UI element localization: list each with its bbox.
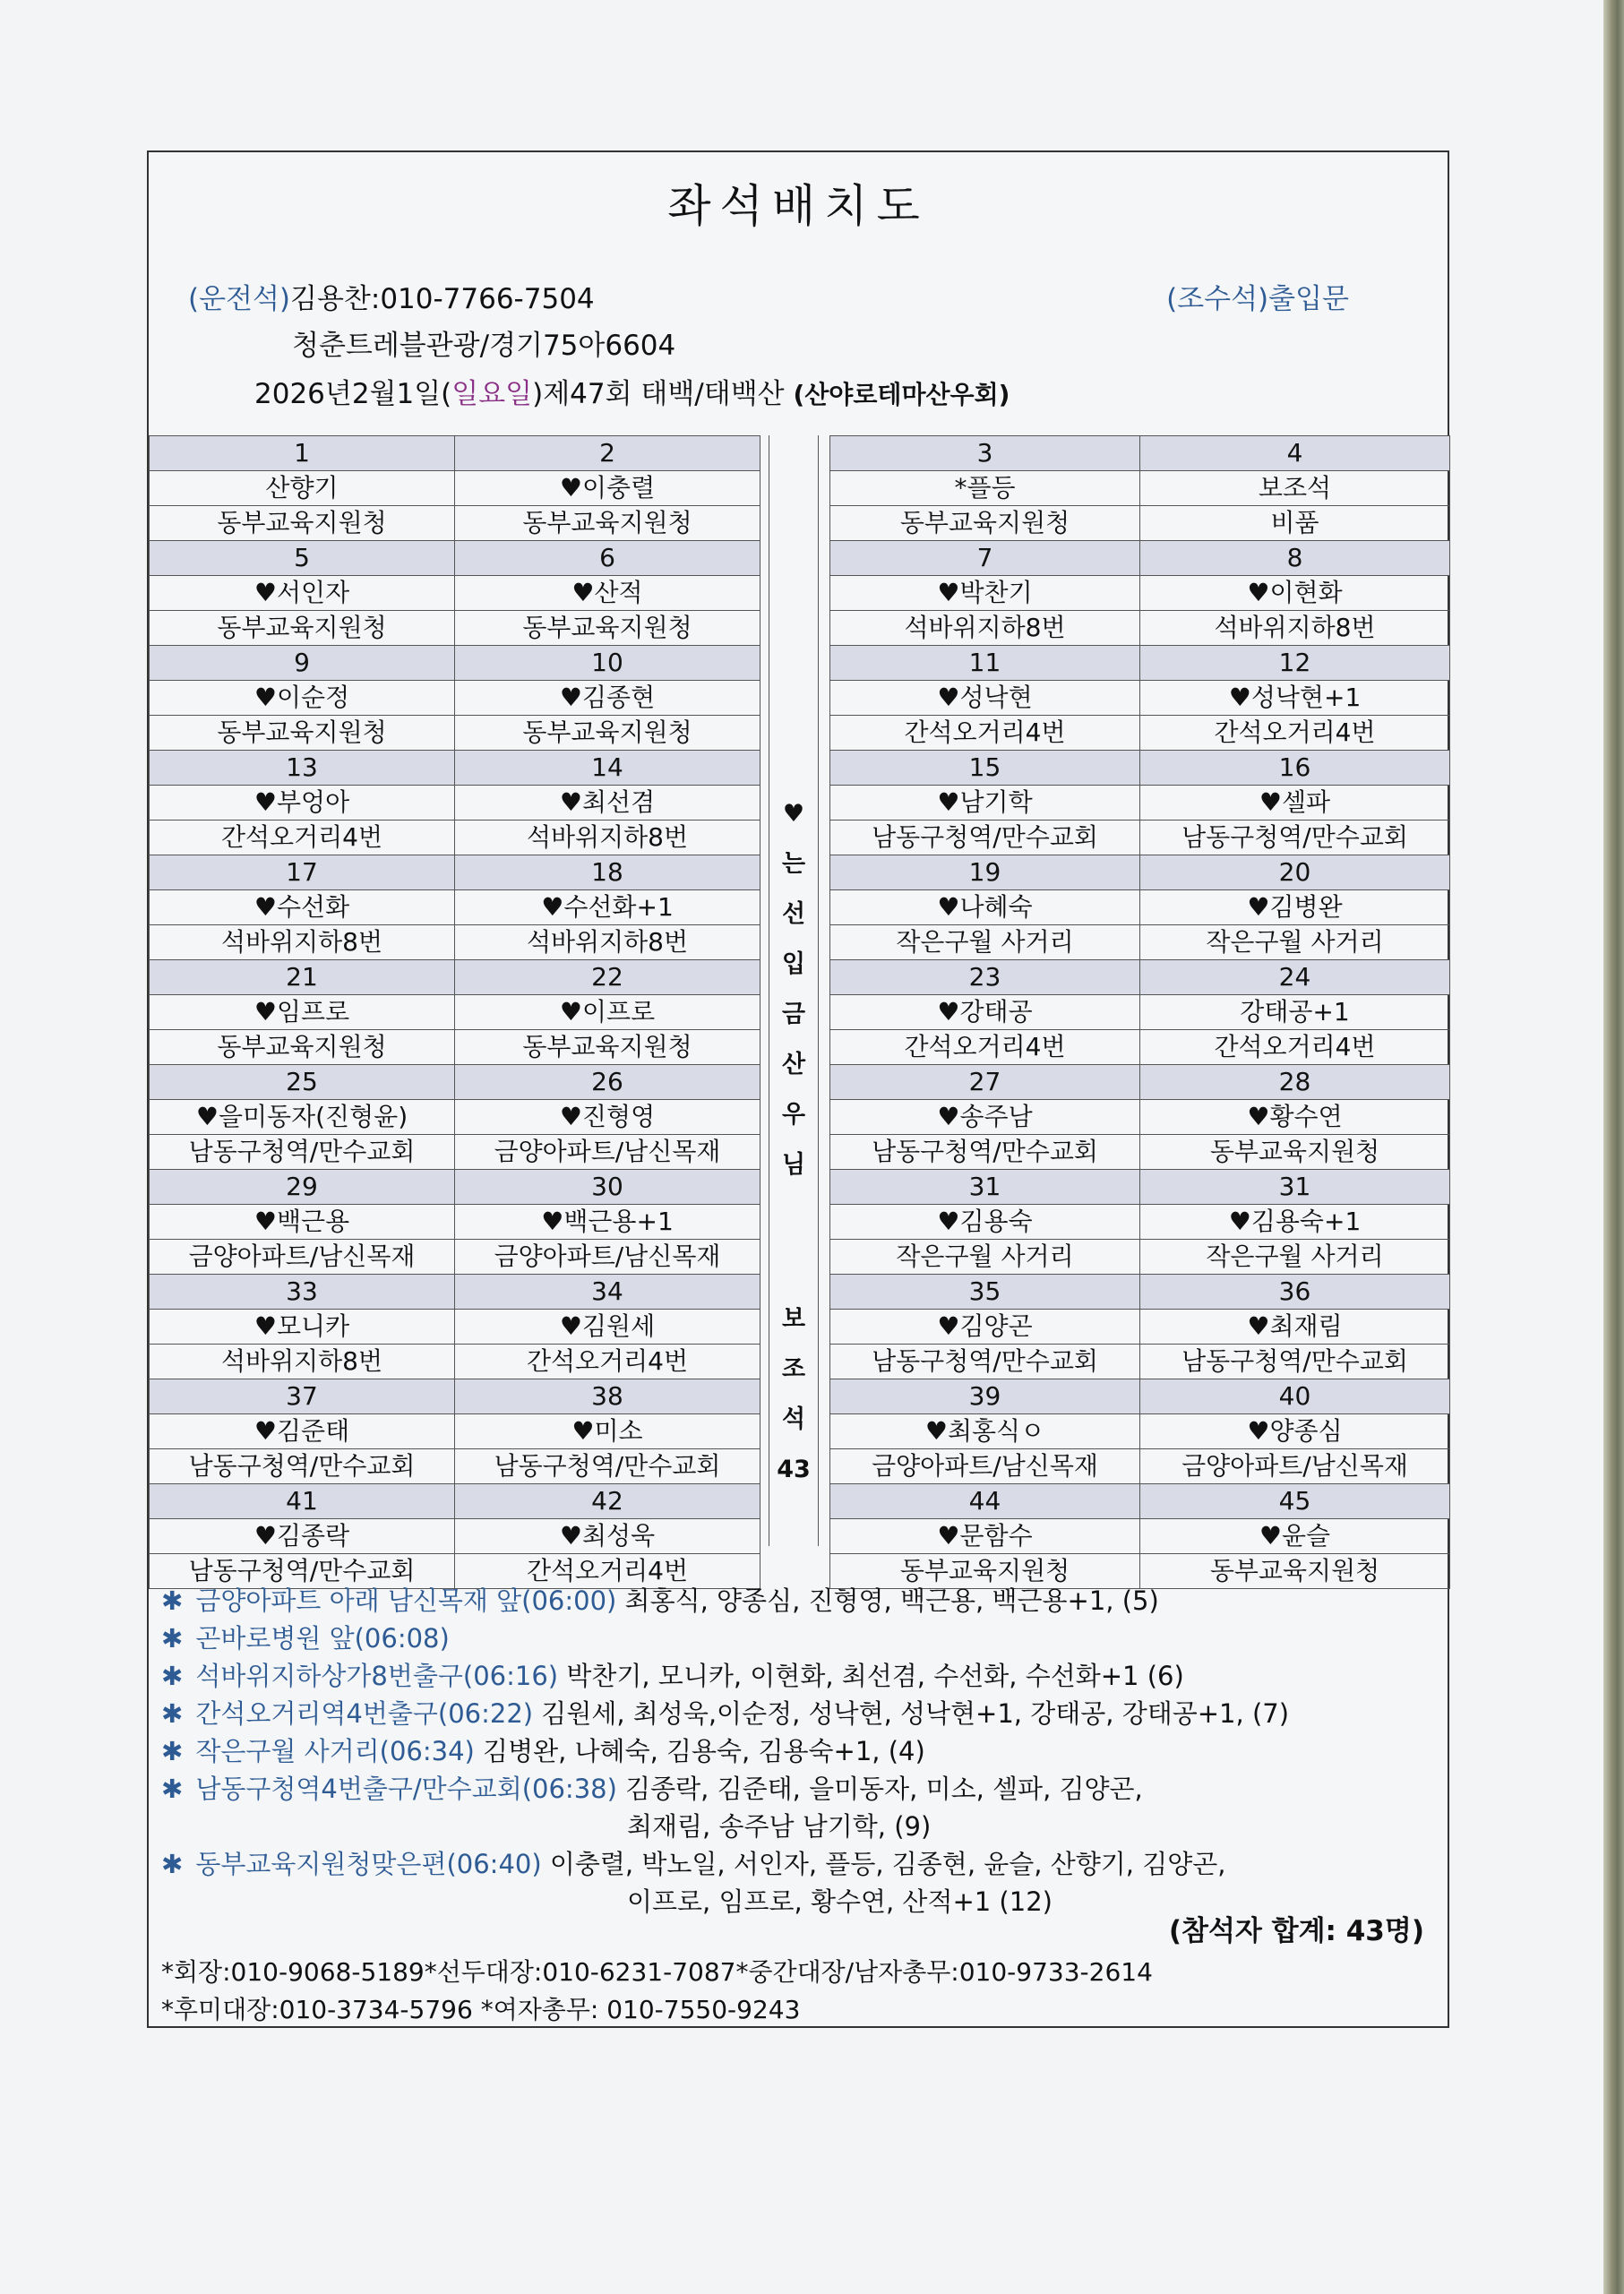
- aisle-char: 43: [777, 1456, 811, 1483]
- seat-pickup: 작은구월 사거리: [830, 925, 1140, 960]
- pickup-people: 최홍식, 양종심, 진형영, 백근용, 백근용+1, (5): [616, 1585, 1159, 1616]
- seat-pickup: 금양아파트/남신목재: [1140, 1449, 1450, 1484]
- seat-pickup: 남동구청역/만수교회: [455, 1449, 760, 1484]
- seat-row-nums: [830, 855, 1450, 890]
- seat-name: ♥성낙현+1: [1140, 681, 1450, 716]
- seat-name: ♥최재림: [1140, 1310, 1450, 1345]
- seat-name: ♥김용숙: [830, 1205, 1140, 1240]
- seat-name: ♥문함수: [830, 1519, 1140, 1554]
- seat-number: 36: [1140, 1275, 1450, 1310]
- seat-number: 42: [455, 1484, 760, 1519]
- attendee-total: (참석자 합계: 43명): [1168, 1915, 1424, 1947]
- seat-pickup: 석바위지하8번: [455, 925, 760, 960]
- seat-number: 16: [1140, 751, 1450, 786]
- aisle-char: 는: [781, 850, 806, 878]
- seat-row-nums: [150, 1065, 760, 1100]
- seat-pickup: 동부교육지원청: [455, 1030, 760, 1065]
- seat-pickup: 비품: [1140, 506, 1450, 541]
- seat-row-nums: [830, 1065, 1450, 1100]
- seat-pickup: 석바위지하8번: [455, 821, 760, 855]
- seat-number: 11: [830, 646, 1140, 681]
- seat-row-places: [830, 1135, 1450, 1170]
- seat-pickup: 간석오거리4번: [455, 1554, 760, 1589]
- aisle-char: 금: [781, 1001, 806, 1028]
- left-seat-table: [149, 435, 760, 1589]
- seat-number: 41: [150, 1484, 455, 1519]
- seat-name: ♥김병완: [1140, 890, 1450, 925]
- pickup-item: [161, 1845, 1433, 1883]
- seat-number: 20: [1140, 855, 1450, 890]
- page-title: 좌석배치도: [667, 180, 929, 232]
- seat-row-nums: [830, 646, 1450, 681]
- seat-name: ♥서인자: [150, 576, 455, 611]
- seat-row-nums: [830, 1379, 1450, 1414]
- door-line: [1166, 276, 1349, 316]
- seat-pickup: 동부교육지원청: [1140, 1554, 1450, 1589]
- seat-pickup: 간석오거리4번: [1140, 716, 1450, 751]
- pickup-item: [161, 1695, 1433, 1732]
- trip-day: 일요일: [451, 378, 533, 410]
- seat-pickup: 남동구청역/만수교회: [830, 1135, 1140, 1170]
- seat-number: 26: [455, 1065, 760, 1100]
- seat-pickup: 작은구월 사거리: [830, 1240, 1140, 1275]
- seat-name: ♥나혜숙: [830, 890, 1140, 925]
- aisle-char: 님: [781, 1151, 806, 1179]
- seat-row-names: [150, 786, 760, 821]
- pickup-item: [161, 1657, 1433, 1695]
- seat-row-places: [830, 1240, 1450, 1275]
- seat-pickup: 동부교육지원청: [455, 506, 760, 541]
- seat-row-names: [150, 1100, 760, 1135]
- driver-label: (운전석): [188, 283, 291, 315]
- seat-number: 1: [150, 436, 455, 471]
- seat-row-names: [150, 890, 760, 925]
- seat-pickup: 동부교육지원청: [455, 611, 760, 646]
- aisle: [769, 435, 819, 1546]
- club-name: (산야로테마산우회): [793, 380, 1010, 409]
- seat-name: ♥김용숙+1: [1140, 1205, 1450, 1240]
- seat-row-places: [830, 716, 1450, 751]
- seat-number: 13: [150, 751, 455, 786]
- seat-pickup: 남동구청역/만수교회: [830, 821, 1140, 855]
- aisle-char: 우: [781, 1101, 806, 1129]
- seat-name: ♥박찬기: [830, 576, 1140, 611]
- seat-pickup: 동부교육지원청: [150, 611, 455, 646]
- seat-number: 18: [455, 855, 760, 890]
- seat-row-places: [150, 716, 760, 751]
- seat-name: ♥양종심: [1140, 1414, 1450, 1449]
- seat-pickup: 석바위지하8번: [830, 611, 1140, 646]
- seat-name: ♥을미동자(진형윤): [150, 1100, 455, 1135]
- seat-name: ♥김종현: [455, 681, 760, 716]
- aisle-char: 조: [781, 1355, 806, 1383]
- seat-pickup: 동부교육지원청: [150, 716, 455, 751]
- seat-name: ♥셀파: [1140, 786, 1450, 821]
- seat-name: ♥이현화: [1140, 576, 1450, 611]
- seat-row-places: [150, 1345, 760, 1379]
- seat-number: 35: [830, 1275, 1140, 1310]
- seat-name: ♥성낙현: [830, 681, 1140, 716]
- pickup-place: 석바위지하상가8번출구(06:16): [195, 1661, 559, 1691]
- seat-pickup: 간석오거리4번: [830, 1030, 1140, 1065]
- pickup-item: [161, 1620, 1433, 1657]
- seat-number: 21: [150, 960, 455, 995]
- contacts-line-1: *회장:010-9068-5189*선두대장:010-6231-7087*중간대장/남자총무:010-9733-2614: [161, 1957, 1153, 1987]
- seat-row-names: [150, 1310, 760, 1345]
- contacts-line-2: *후미대장:010-3734-5796 *여자총무: 010-7550-9243: [161, 1995, 801, 2024]
- seat-row-nums: [150, 541, 760, 576]
- seat-row-nums: [150, 646, 760, 681]
- seat-pickup: 석바위지하8번: [150, 925, 455, 960]
- seat-number: 40: [1140, 1379, 1450, 1414]
- seat-name: ♥수선화: [150, 890, 455, 925]
- seat-row-nums: [150, 1170, 760, 1205]
- trip-line: [254, 371, 1010, 411]
- seat-name: ♥최선겸: [455, 786, 760, 821]
- seat-row-names: [150, 995, 760, 1030]
- seat-row-places: [150, 1135, 760, 1170]
- background-edge: [1603, 0, 1624, 2294]
- seat-number: 31: [830, 1170, 1140, 1205]
- seat-pickup: 남동구청역/만수교회: [150, 1554, 455, 1589]
- star-icon: ✱: [161, 1585, 184, 1616]
- seat-pickup: 남동구청역/만수교회: [150, 1449, 455, 1484]
- seat-number: 4: [1140, 436, 1450, 471]
- seat-row-places: [830, 611, 1450, 646]
- seat-pickup: 작은구월 사거리: [1140, 925, 1450, 960]
- seat-row-nums: [830, 541, 1450, 576]
- pickup-people: 김종락, 김준태, 을미동자, 미소, 셀파, 김양곤,: [616, 1774, 1143, 1804]
- seat-number: 25: [150, 1065, 455, 1100]
- seat-row-names: [830, 995, 1450, 1030]
- pickup-place: 간석오거리역4번출구(06:22): [195, 1698, 534, 1729]
- seat-pickup: 금양아파트/남신목재: [455, 1240, 760, 1275]
- star-icon: ✱: [161, 1774, 184, 1804]
- star-icon: ✱: [161, 1849, 184, 1879]
- seat-number: 5: [150, 541, 455, 576]
- seat-number: 45: [1140, 1484, 1450, 1519]
- seat-name: ♥김준태: [150, 1414, 455, 1449]
- seat-number: 2: [455, 436, 760, 471]
- star-icon: ✱: [161, 1623, 184, 1654]
- seat-name: ♥이프로: [455, 995, 760, 1030]
- seat-pickup: 동부교육지원청: [150, 506, 455, 541]
- seat-number: 22: [455, 960, 760, 995]
- seat-name: ♥송주남: [830, 1100, 1140, 1135]
- seat-number: 29: [150, 1170, 455, 1205]
- seat-name: ♥강태공: [830, 995, 1140, 1030]
- seat-row-nums: [150, 1379, 760, 1414]
- seat-pickup: 간석오거리4번: [455, 1345, 760, 1379]
- seat-name: ♥황수연: [1140, 1100, 1450, 1135]
- bus-info: 청춘트레블관광/경기75아6604: [292, 330, 676, 362]
- seat-number: 9: [150, 646, 455, 681]
- pickup-item: [161, 1582, 1433, 1620]
- assistant-label: (조수석): [1166, 283, 1269, 315]
- seat-name: ♥수선화+1: [455, 890, 760, 925]
- pickup-place: 곤바로병원 앞(06:08): [195, 1623, 450, 1654]
- seat-name: ♥최성욱: [455, 1519, 760, 1554]
- seat-row-places: [150, 611, 760, 646]
- seat-number: 12: [1140, 646, 1450, 681]
- seat-row-names: [830, 786, 1450, 821]
- seat-pickup: 남동구청역/만수교회: [1140, 1345, 1450, 1379]
- seat-row-nums: [150, 751, 760, 786]
- seat-row-names: [830, 1310, 1450, 1345]
- seat-name: 산향기: [150, 471, 455, 506]
- seat-number: 33: [150, 1275, 455, 1310]
- seat-number: 10: [455, 646, 760, 681]
- seat-number: 14: [455, 751, 760, 786]
- pickup-people: 이충렬, 박노일, 서인자, 플등, 김종현, 윤슬, 산향기, 김양곤,: [541, 1849, 1226, 1879]
- seat-number: 19: [830, 855, 1140, 890]
- pickup-list: [161, 1582, 1433, 1920]
- seat-row-nums: [830, 1484, 1450, 1519]
- seat-number: 30: [455, 1170, 760, 1205]
- seat-row-places: [150, 506, 760, 541]
- seat-row-nums: [830, 1275, 1450, 1310]
- driver-line: [188, 276, 595, 316]
- seat-pickup: 간석오거리4번: [150, 821, 455, 855]
- right-seat-table: [829, 435, 1450, 1589]
- seat-row-nums: [150, 960, 760, 995]
- seat-name: *플등: [830, 471, 1140, 506]
- seat-name: ♥이순정: [150, 681, 455, 716]
- pickup-item: [161, 1770, 1433, 1808]
- seat-row-names: [150, 1519, 760, 1554]
- seat-pickup: 동부교육지원청: [830, 506, 1140, 541]
- pickup-place: 동부교육지원청맞은편(06:40): [195, 1849, 542, 1879]
- seat-number: 38: [455, 1379, 760, 1414]
- pickup-people: 박찬기, 모니카, 이현화, 최선겸, 수선화, 수선화+1 (6): [558, 1661, 1184, 1691]
- seat-name: ♥백근용: [150, 1205, 455, 1240]
- seat-number: 44: [830, 1484, 1140, 1519]
- seat-row-names: [150, 681, 760, 716]
- seat-pickup: 동부교육지원청: [455, 716, 760, 751]
- seat-number: 17: [150, 855, 455, 890]
- seat-row-names: [830, 681, 1450, 716]
- seat-number: 23: [830, 960, 1140, 995]
- seat-pickup: 동부교육지원청: [830, 1554, 1140, 1589]
- seat-pickup: 동부교육지원청: [150, 1030, 455, 1065]
- driver-info: 김용찬:010-7766-7504: [290, 283, 595, 315]
- seat-row-places: [830, 925, 1450, 960]
- seat-row-nums: [830, 1170, 1450, 1205]
- seat-row-names: [150, 471, 760, 506]
- seat-row-nums: [150, 1275, 760, 1310]
- seat-row-names: [830, 1100, 1450, 1135]
- seat-pickup: 남동구청역/만수교회: [830, 1345, 1140, 1379]
- seat-row-places: [830, 1449, 1450, 1484]
- seat-row-names: [830, 1414, 1450, 1449]
- seating-chart-frame: [147, 150, 1449, 2028]
- door-label: 출입문: [1268, 283, 1349, 315]
- seat-row-nums: [150, 436, 760, 471]
- seat-row-places: [830, 506, 1450, 541]
- seat-name: ♥이충렬: [455, 471, 760, 506]
- seat-row-places: [150, 1030, 760, 1065]
- seat-number: 37: [150, 1379, 455, 1414]
- seat-number: 7: [830, 541, 1140, 576]
- seat-row-names: [830, 890, 1450, 925]
- seat-name: ♥부엉아: [150, 786, 455, 821]
- seat-row-names: [830, 576, 1450, 611]
- seat-row-places: [150, 1240, 760, 1275]
- trip-date-suffix: )제47회 태백/태백산: [532, 378, 785, 410]
- pickup-place: 작은구월 사거리(06:34): [195, 1736, 475, 1766]
- seat-number: 39: [830, 1379, 1140, 1414]
- pickup-place: 남동구청역4번출구/만수교회(06:38): [195, 1774, 617, 1804]
- seat-name: ♥미소: [455, 1414, 760, 1449]
- seat-row-places: [830, 1345, 1450, 1379]
- seat-number: 34: [455, 1275, 760, 1310]
- aisle-char: 보: [781, 1305, 806, 1333]
- seat-number: 15: [830, 751, 1140, 786]
- seat-number: 8: [1140, 541, 1450, 576]
- seat-name: ♥임프로: [150, 995, 455, 1030]
- seat-name: ♥최홍식ㅇ: [830, 1414, 1140, 1449]
- star-icon: ✱: [161, 1698, 184, 1729]
- seat-name: ♥김종락: [150, 1519, 455, 1554]
- seat-name: 강태공+1: [1140, 995, 1450, 1030]
- seat-row-places: [830, 1030, 1450, 1065]
- pickup-people-cont: 이프로, 임프로, 황수연, 산적+1 (12): [627, 1886, 1053, 1917]
- seat-number: 31: [1140, 1170, 1450, 1205]
- seat-pickup: 남동구청역/만수교회: [150, 1135, 455, 1170]
- seat-row-names: [150, 1205, 760, 1240]
- seat-name: ♥백근용+1: [455, 1205, 760, 1240]
- seat-row-nums: [830, 960, 1450, 995]
- seat-row-nums: [150, 855, 760, 890]
- seat-pickup: 석바위지하8번: [150, 1345, 455, 1379]
- seat-row-nums: [150, 1484, 760, 1519]
- star-icon: ✱: [161, 1736, 184, 1766]
- pickup-place: 금양아파트 아래 남신목재 앞(06:00): [195, 1585, 617, 1616]
- seat-row-names: [830, 1519, 1450, 1554]
- star-icon: ✱: [161, 1661, 184, 1691]
- seat-pickup: 석바위지하8번: [1140, 611, 1450, 646]
- seat-pickup: 금양아파트/남신목재: [830, 1449, 1140, 1484]
- trip-date-prefix: 2026년2월1일(: [254, 378, 452, 410]
- seat-name: ♥윤슬: [1140, 1519, 1450, 1554]
- seat-name: ♥산적: [455, 576, 760, 611]
- seat-number: 24: [1140, 960, 1450, 995]
- seat-row-nums: [830, 751, 1450, 786]
- seat-name: ♥김양곤: [830, 1310, 1140, 1345]
- pickup-people-cont: 최재림, 송주남 남기학, (9): [627, 1811, 932, 1842]
- seat-row-names: [150, 1414, 760, 1449]
- aisle-char: 산: [781, 1051, 806, 1078]
- aisle-char: 입: [781, 950, 806, 978]
- seat-pickup: 동부교육지원청: [1140, 1135, 1450, 1170]
- seat-name: ♥모니카: [150, 1310, 455, 1345]
- seat-row-names: [830, 1205, 1450, 1240]
- seat-name: ♥진형영: [455, 1100, 760, 1135]
- seat-row-places: [150, 925, 760, 960]
- seat-number: 27: [830, 1065, 1140, 1100]
- pickup-people: 김병완, 나혜숙, 김용숙, 김용숙+1, (4): [474, 1736, 925, 1766]
- seat-pickup: 금양아파트/남신목재: [150, 1240, 455, 1275]
- seat-pickup: 작은구월 사거리: [1140, 1240, 1450, 1275]
- seat-name: ♥김원세: [455, 1310, 760, 1345]
- seat-row-names: [830, 471, 1450, 506]
- seat-pickup: 남동구청역/만수교회: [1140, 821, 1450, 855]
- seat-row-places: [150, 1449, 760, 1484]
- seat-row-nums: [830, 436, 1450, 471]
- seat-number: 6: [455, 541, 760, 576]
- seat-number: 28: [1140, 1065, 1450, 1100]
- seat-pickup: 간석오거리4번: [830, 716, 1140, 751]
- seat-row-places: [830, 821, 1450, 855]
- seat-number: 3: [830, 436, 1140, 471]
- pickup-people: 김원세, 최성욱,이순정, 성낙현, 성낙현+1, 강태공, 강태공+1, (7): [533, 1698, 1290, 1729]
- seat-pickup: 간석오거리4번: [1140, 1030, 1450, 1065]
- seat-row-names: [150, 576, 760, 611]
- aisle-char: 석: [781, 1405, 806, 1433]
- seat-name: 보조석: [1140, 471, 1450, 506]
- pickup-item: [161, 1732, 1433, 1770]
- seat-pickup: 금양아파트/남신목재: [455, 1135, 760, 1170]
- seat-row-places: [150, 821, 760, 855]
- aisle-char: ♥: [782, 800, 805, 828]
- seat-name: ♥남기학: [830, 786, 1140, 821]
- aisle-char: 선: [781, 900, 806, 928]
